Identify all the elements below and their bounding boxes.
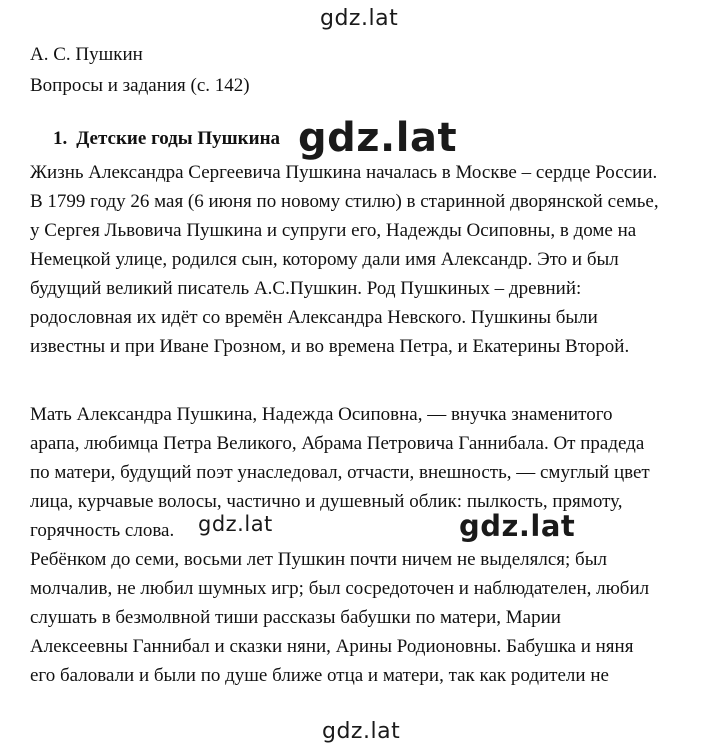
paragraph-line: В 1799 году 26 мая (6 июня по новому стилю) в старинной дворянской семье, (30, 191, 659, 212)
watermark-middle: gdz.lat (198, 512, 273, 536)
paragraph-line: слушать в безмолвной тиши рассказы бабушки по матери, Марии (30, 607, 561, 628)
watermark-large: gdz.lat (298, 115, 458, 161)
questions-reference: Вопросы и задания (с. 142) (30, 75, 250, 96)
paragraph-line: Ребёнком до семи, восьми лет Пушкин почти ничем не выделялся; был (30, 549, 607, 570)
paragraph-line: по матери, будущий поэт унаследовал, отчасти, внешность, — смуглый цвет (30, 462, 650, 483)
paragraph-line: Мать Александра Пушкина, Надежда Осиповна, — внучка знаменитого (30, 404, 613, 425)
paragraph-3 (30, 545, 649, 690)
watermark-top: gdz.lat (320, 6, 399, 31)
section-heading (53, 128, 280, 150)
paragraph-1 (30, 158, 659, 361)
paragraph-line: лица, курчавые волосы, частично и душевный облик: пылкость, прямоту, (30, 491, 623, 512)
section-number: 1. (53, 128, 68, 149)
section-title: Детские годы Пушкина (76, 128, 281, 149)
watermark-right: gdz.lat (459, 509, 576, 543)
paragraph-line: горячность слова. (30, 520, 175, 541)
paragraph-line: известны и при Иване Грозном, и во времена Петра, и Екатерины Второй. (30, 336, 630, 357)
author-name: А. С. Пушкин (30, 44, 143, 65)
paragraph-line: Жизнь Александра Сергеевича Пушкина началась в Москве – сердце России. (30, 162, 658, 183)
paragraph-line: молчалив, не любил шумных игр; был сосредоточен и наблюдателен, любил (30, 578, 650, 599)
paragraph-line: у Сергея Львовича Пушкина и супруги его, Надежды Осиповны, в доме на (30, 220, 637, 241)
paragraph-line: будущий великий писатель А.С.Пушкин. Род Пушкиных – древний: (30, 278, 582, 299)
paragraph-line: Алексеевны Ганнибал и сказки няни, Арины Родионовны. Бабушка и няня (30, 636, 634, 657)
paragraph-line: Немецкой улице, родился сын, которому дали имя Александр. Это и был (30, 249, 619, 270)
watermark-bottom: gdz.lat (322, 719, 401, 744)
paragraph-line: его баловали и были по душе ближе отца и матери, так как родители не (30, 665, 609, 686)
paragraph-line: арапа, любимца Петра Великого, Абрама Петровича Ганнибала. От прадеда (30, 433, 645, 454)
paragraph-line: родословная их идёт со времён Александра Невского. Пушкины были (30, 307, 598, 328)
